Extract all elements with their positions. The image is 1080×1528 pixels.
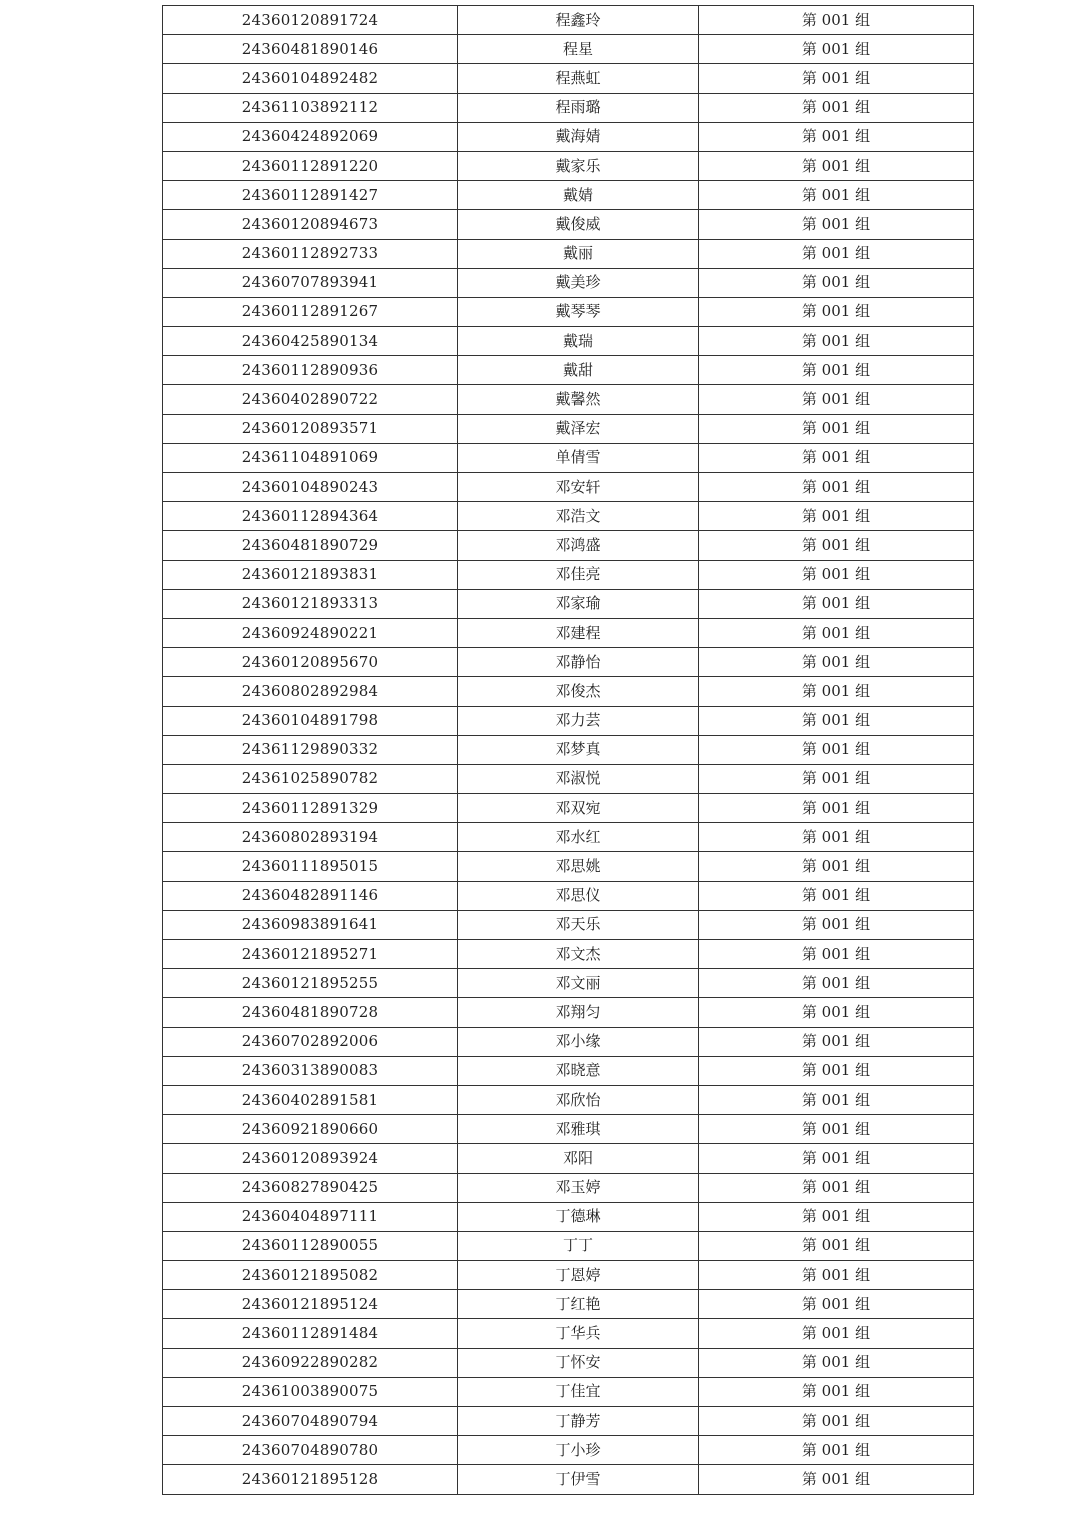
candidate-id-cell: 24360482891146 [163, 881, 458, 910]
candidate-name-cell: 邓玉婷 [458, 1173, 699, 1202]
group-cell: 第 001 组 [699, 1261, 974, 1290]
table-row [163, 881, 974, 910]
group-cell: 第 001 组 [699, 64, 974, 93]
candidate-name-cell: 丁红艳 [458, 1290, 699, 1319]
candidate-name-cell: 邓安轩 [458, 473, 699, 502]
candidate-id-cell: 24360104891798 [163, 706, 458, 735]
candidate-id-cell: 24360112890055 [163, 1231, 458, 1260]
candidate-id-cell: 24360704890780 [163, 1436, 458, 1465]
candidate-id-cell: 24360121893831 [163, 560, 458, 589]
candidate-name-cell: 邓思仪 [458, 881, 699, 910]
candidate-id-cell: 24360121895271 [163, 940, 458, 969]
group-cell: 第 001 组 [699, 881, 974, 910]
group-cell: 第 001 组 [699, 1056, 974, 1085]
candidate-id-cell: 24360802893194 [163, 823, 458, 852]
table-row [163, 998, 974, 1027]
group-cell: 第 001 组 [699, 618, 974, 647]
group-cell: 第 001 组 [699, 1436, 974, 1465]
table-row [163, 648, 974, 677]
candidate-id-cell: 24360112891220 [163, 151, 458, 180]
candidate-name-cell: 邓文丽 [458, 969, 699, 998]
group-cell: 第 001 组 [699, 969, 974, 998]
candidate-name-cell: 丁佳宜 [458, 1377, 699, 1406]
candidate-id-cell: 24360121895082 [163, 1261, 458, 1290]
group-cell: 第 001 组 [699, 852, 974, 881]
table-row [163, 443, 974, 472]
candidate-name-cell: 戴海婧 [458, 122, 699, 151]
group-cell: 第 001 组 [699, 1085, 974, 1114]
candidate-name-cell: 戴婧 [458, 181, 699, 210]
candidate-id-cell: 24360702892006 [163, 1027, 458, 1056]
table-row [163, 589, 974, 618]
candidate-name-cell: 邓小缘 [458, 1027, 699, 1056]
candidate-name-cell: 邓文杰 [458, 940, 699, 969]
candidate-id-cell: 24360112891267 [163, 297, 458, 326]
table-row [163, 1290, 974, 1319]
group-cell: 第 001 组 [699, 706, 974, 735]
candidate-id-cell: 24360120893571 [163, 414, 458, 443]
group-cell: 第 001 组 [699, 1290, 974, 1319]
candidate-name-cell: 戴瑞 [458, 327, 699, 356]
candidate-id-cell: 24360402890722 [163, 385, 458, 414]
candidate-name-cell: 邓力芸 [458, 706, 699, 735]
candidate-name-cell: 丁德琳 [458, 1202, 699, 1231]
table-row [163, 6, 974, 35]
candidate-name-cell: 戴家乐 [458, 151, 699, 180]
candidate-id-cell: 24360481890146 [163, 35, 458, 64]
candidate-id-cell: 24360112891427 [163, 181, 458, 210]
roster-table-body [163, 6, 974, 1495]
table-row [163, 1377, 974, 1406]
table-row [163, 531, 974, 560]
table-row [163, 618, 974, 647]
group-cell: 第 001 组 [699, 35, 974, 64]
group-cell: 第 001 组 [699, 794, 974, 823]
candidate-id-cell: 24360707893941 [163, 268, 458, 297]
group-cell: 第 001 组 [699, 560, 974, 589]
candidate-name-cell: 邓鸿盛 [458, 531, 699, 560]
candidate-id-cell: 24361129890332 [163, 735, 458, 764]
group-cell: 第 001 组 [699, 356, 974, 385]
group-cell: 第 001 组 [699, 589, 974, 618]
group-cell: 第 001 组 [699, 531, 974, 560]
candidate-name-cell: 邓思姚 [458, 852, 699, 881]
table-row [163, 1261, 974, 1290]
candidate-id-cell: 24360120895670 [163, 648, 458, 677]
table-row [163, 181, 974, 210]
candidate-name-cell: 丁小珍 [458, 1436, 699, 1465]
candidate-name-cell: 戴泽宏 [458, 414, 699, 443]
group-cell: 第 001 组 [699, 1115, 974, 1144]
group-cell: 第 001 组 [699, 648, 974, 677]
candidate-id-cell: 24360425890134 [163, 327, 458, 356]
candidate-name-cell: 丁华兵 [458, 1319, 699, 1348]
group-cell: 第 001 组 [699, 327, 974, 356]
group-cell: 第 001 组 [699, 1348, 974, 1377]
table-row [163, 1085, 974, 1114]
table-row [163, 473, 974, 502]
table-row [163, 1202, 974, 1231]
group-cell: 第 001 组 [699, 473, 974, 502]
candidate-name-cell: 单倩雪 [458, 443, 699, 472]
candidate-id-cell: 24360120891724 [163, 6, 458, 35]
table-row [163, 239, 974, 268]
candidate-name-cell: 邓欣怡 [458, 1085, 699, 1114]
group-cell: 第 001 组 [699, 385, 974, 414]
table-row [163, 1173, 974, 1202]
candidate-id-cell: 24360481890728 [163, 998, 458, 1027]
candidate-name-cell: 程鑫玲 [458, 6, 699, 35]
candidate-name-cell: 邓佳亮 [458, 560, 699, 589]
candidate-name-cell: 丁恩婷 [458, 1261, 699, 1290]
candidate-name-cell: 邓水红 [458, 823, 699, 852]
candidate-id-cell: 24361104891069 [163, 443, 458, 472]
table-row [163, 385, 974, 414]
group-cell: 第 001 组 [699, 1377, 974, 1406]
table-row [163, 910, 974, 939]
candidate-name-cell: 邓梦真 [458, 735, 699, 764]
group-cell: 第 001 组 [699, 122, 974, 151]
group-cell: 第 001 组 [699, 1231, 974, 1260]
candidate-id-cell: 24360827890425 [163, 1173, 458, 1202]
candidate-name-cell: 丁丁 [458, 1231, 699, 1260]
candidate-id-cell: 24360983891641 [163, 910, 458, 939]
candidate-id-cell: 24360802892984 [163, 677, 458, 706]
candidate-id-cell: 24360922890282 [163, 1348, 458, 1377]
table-row [163, 1407, 974, 1436]
candidate-id-cell: 24360111895015 [163, 852, 458, 881]
table-row [163, 677, 974, 706]
candidate-name-cell: 邓天乐 [458, 910, 699, 939]
table-row [163, 1436, 974, 1465]
table-row [163, 823, 974, 852]
candidate-name-cell: 邓晓意 [458, 1056, 699, 1085]
candidate-name-cell: 邓静怡 [458, 648, 699, 677]
table-row [163, 1319, 974, 1348]
candidate-id-cell: 24360313890083 [163, 1056, 458, 1085]
candidate-id-cell: 24360481890729 [163, 531, 458, 560]
candidate-id-cell: 24360120894673 [163, 210, 458, 239]
group-cell: 第 001 组 [699, 910, 974, 939]
table-row [163, 852, 974, 881]
candidate-id-cell: 24361025890782 [163, 764, 458, 793]
table-row [163, 1056, 974, 1085]
candidate-name-cell: 邓淑悦 [458, 764, 699, 793]
table-row [163, 1115, 974, 1144]
candidate-id-cell: 24360921890660 [163, 1115, 458, 1144]
candidate-name-cell: 丁伊雪 [458, 1465, 699, 1494]
candidate-name-cell: 戴美珍 [458, 268, 699, 297]
candidate-name-cell: 邓雅琪 [458, 1115, 699, 1144]
group-cell: 第 001 组 [699, 1027, 974, 1056]
table-row [163, 969, 974, 998]
candidate-id-cell: 24360121895128 [163, 1465, 458, 1494]
group-cell: 第 001 组 [699, 6, 974, 35]
candidate-name-cell: 丁静芳 [458, 1407, 699, 1436]
candidate-id-cell: 24360104890243 [163, 473, 458, 502]
group-cell: 第 001 组 [699, 239, 974, 268]
table-row [163, 706, 974, 735]
candidate-id-cell: 24360404897111 [163, 1202, 458, 1231]
table-row [163, 122, 974, 151]
candidate-name-cell: 戴丽 [458, 239, 699, 268]
candidate-id-cell: 24360121895255 [163, 969, 458, 998]
table-row [163, 794, 974, 823]
roster-table [162, 5, 974, 1495]
candidate-id-cell: 24360424892069 [163, 122, 458, 151]
candidate-name-cell: 程雨璐 [458, 93, 699, 122]
candidate-id-cell: 24360402891581 [163, 1085, 458, 1114]
group-cell: 第 001 组 [699, 297, 974, 326]
group-cell: 第 001 组 [699, 998, 974, 1027]
candidate-name-cell: 戴琴琴 [458, 297, 699, 326]
group-cell: 第 001 组 [699, 735, 974, 764]
group-cell: 第 001 组 [699, 181, 974, 210]
candidate-name-cell: 戴俊威 [458, 210, 699, 239]
candidate-name-cell: 戴甜 [458, 356, 699, 385]
candidate-id-cell: 24360112891329 [163, 794, 458, 823]
candidate-name-cell: 邓浩文 [458, 502, 699, 531]
table-row [163, 356, 974, 385]
table-row [163, 764, 974, 793]
table-row [163, 268, 974, 297]
candidate-id-cell: 24360112892733 [163, 239, 458, 268]
table-row [163, 35, 974, 64]
group-cell: 第 001 组 [699, 1173, 974, 1202]
candidate-id-cell: 24360120893924 [163, 1144, 458, 1173]
candidate-id-cell: 24360112890936 [163, 356, 458, 385]
candidate-id-cell: 24361003890075 [163, 1377, 458, 1406]
group-cell: 第 001 组 [699, 210, 974, 239]
group-cell: 第 001 组 [699, 823, 974, 852]
group-cell: 第 001 组 [699, 502, 974, 531]
group-cell: 第 001 组 [699, 1407, 974, 1436]
group-cell: 第 001 组 [699, 1465, 974, 1494]
candidate-name-cell: 邓双宛 [458, 794, 699, 823]
group-cell: 第 001 组 [699, 677, 974, 706]
group-cell: 第 001 组 [699, 151, 974, 180]
group-cell: 第 001 组 [699, 443, 974, 472]
table-row [163, 327, 974, 356]
candidate-name-cell: 邓阳 [458, 1144, 699, 1173]
group-cell: 第 001 组 [699, 414, 974, 443]
table-row [163, 151, 974, 180]
candidate-id-cell: 24361103892112 [163, 93, 458, 122]
candidate-name-cell: 戴馨然 [458, 385, 699, 414]
candidate-name-cell: 邓建程 [458, 618, 699, 647]
table-row [163, 93, 974, 122]
group-cell: 第 001 组 [699, 93, 974, 122]
table-row [163, 1231, 974, 1260]
table-row [163, 1027, 974, 1056]
group-cell: 第 001 组 [699, 268, 974, 297]
table-row [163, 64, 974, 93]
table-row [163, 560, 974, 589]
table-row [163, 210, 974, 239]
group-cell: 第 001 组 [699, 764, 974, 793]
table-row [163, 502, 974, 531]
candidate-name-cell: 邓翔匀 [458, 998, 699, 1027]
candidate-id-cell: 24360112891484 [163, 1319, 458, 1348]
group-cell: 第 001 组 [699, 1319, 974, 1348]
group-cell: 第 001 组 [699, 1202, 974, 1231]
group-cell: 第 001 组 [699, 940, 974, 969]
candidate-id-cell: 24360704890794 [163, 1407, 458, 1436]
table-row [163, 1348, 974, 1377]
candidate-id-cell: 24360121895124 [163, 1290, 458, 1319]
table-row [163, 297, 974, 326]
candidate-name-cell: 邓俊杰 [458, 677, 699, 706]
candidate-name-cell: 程燕虹 [458, 64, 699, 93]
table-row [163, 735, 974, 764]
table-row [163, 1465, 974, 1494]
candidate-id-cell: 24360121893313 [163, 589, 458, 618]
candidate-id-cell: 24360104892482 [163, 64, 458, 93]
table-row [163, 414, 974, 443]
table-row [163, 940, 974, 969]
candidate-id-cell: 24360924890221 [163, 618, 458, 647]
candidate-name-cell: 程星 [458, 35, 699, 64]
candidate-name-cell: 邓家瑜 [458, 589, 699, 618]
candidate-id-cell: 24360112894364 [163, 502, 458, 531]
table-row [163, 1144, 974, 1173]
candidate-name-cell: 丁怀安 [458, 1348, 699, 1377]
group-cell: 第 001 组 [699, 1144, 974, 1173]
